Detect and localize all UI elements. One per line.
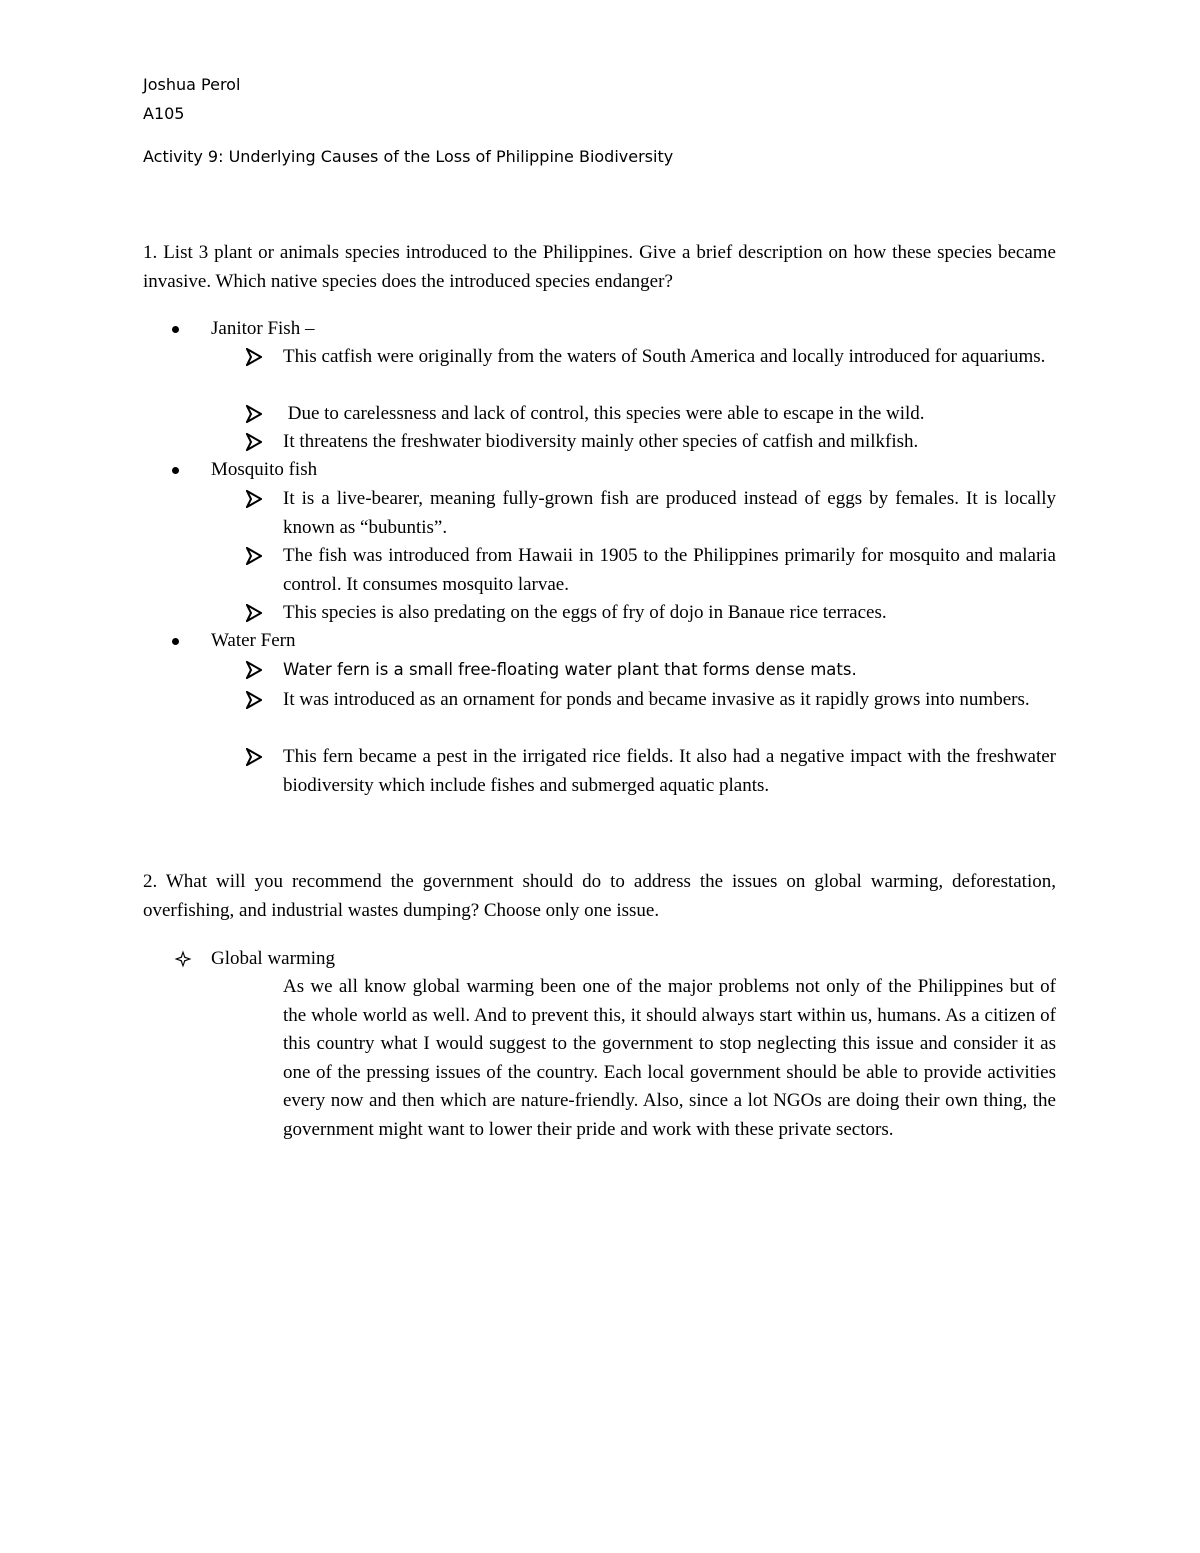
question-2: 2. What will you recommend the government should do to address the issues on global warming, deforestation, overfishing, and industrial wastes dumping? Choose only one issue. [143,871,1056,921]
species-point-text: It is a live-bearer, meaning fully-grown fish are produced instead of eggs by females. It is locally known as “bubuntis”. [283,488,1056,538]
arrow-bullet-icon [246,433,262,451]
species-point-text: Due to carelessness and lack of control, this species were able to escape in the wild. [283,403,925,424]
student-section: A105 [143,104,185,123]
bullet-icon [172,326,179,333]
species-point-text: This catfish were originally from the waters of South America and locally introduced for aquariums. [283,346,1046,367]
arrow-bullet-icon [246,661,262,679]
species-name: Water Fern [211,630,296,651]
student-name: Joshua Perol [143,75,241,94]
arrow-bullet-icon [246,691,262,709]
diamond-bullet-icon [174,950,192,968]
species-point-text: Water fern is a small free-floating water plant that forms dense mats. [283,660,857,679]
question-1: 1. List 3 plant or animals species introduced to the Philippines. Give a brief description on how these species became invasive. Which native species does the introduced species endanger? [143,242,1056,292]
species-point-text: It was introduced as an ornament for ponds and became invasive as it rapidly grows into numbers. [283,689,1030,710]
species-point-text: This fern became a pest in the irrigated rice fields. It also had a negative impact with the freshwater biodiversity which include fishes and submerged aquatic plants. [283,746,1056,796]
arrow-bullet-icon [246,604,262,622]
bullet-icon [172,467,179,474]
arrow-bullet-icon [246,348,262,366]
arrow-bullet-icon [246,547,262,565]
species-point-text: The fish was introduced from Hawaii in 1905 to the Philippines primarily for mosquito and malaria control. It consumes mosquito larvae. [283,545,1056,595]
species-name: Janitor Fish – [211,318,315,339]
arrow-bullet-icon [246,748,262,766]
species-point-text: This species is also predating on the eggs of fry of dojo in Banaue rice terraces. [283,602,887,623]
arrow-bullet-icon [246,405,262,423]
recommendation-answer: As we all know global warming been one of the major problems not only of the Philippines but of the whole world as well. And to prevent this, it should always start within us, humans. As a citizen of this country what I would suggest to the government to stop neglecting this issue and consider it as one of the pressing issues of the country. Each local government should be able to provide activities every now and then which are nature-friendly. Also, since a lot NGOs are doing their own thing, the government might want to lower their pride and work with these private sectors. [283,976,1056,1140]
issue-choice-label: Global warming [211,948,336,969]
species-name: Mosquito fish [211,459,318,480]
activity-title: Activity 9: Underlying Causes of the Loss of Philippine Biodiversity [143,147,674,166]
arrow-bullet-icon [246,490,262,508]
bullet-icon [172,638,179,645]
species-point-text: It threatens the freshwater biodiversity mainly other species of catfish and milkfish. [283,431,919,452]
